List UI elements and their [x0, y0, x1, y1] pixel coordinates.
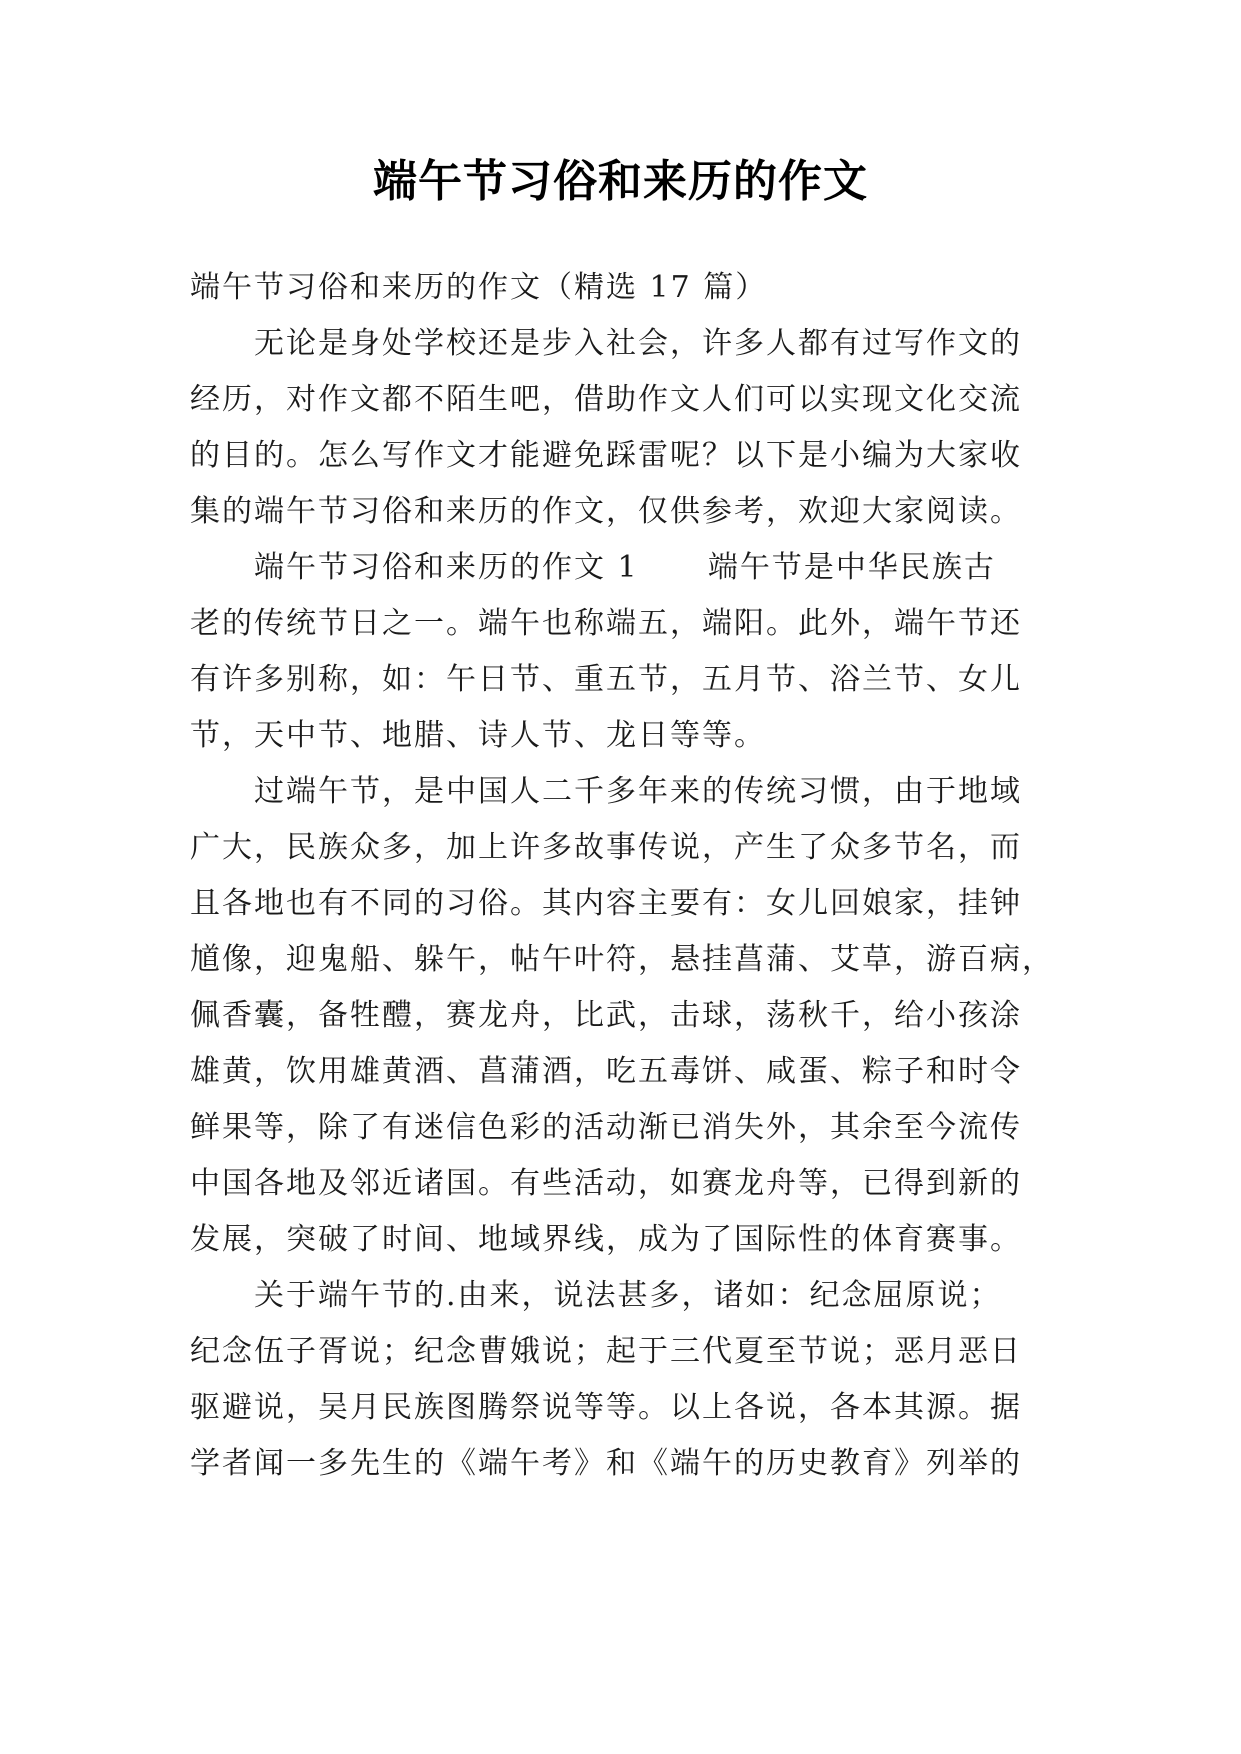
body-line: 过端午节，是中国人二千多年来的传统习惯，由于地域	[254, 774, 1022, 809]
body-line: 发展，突破了时间、地域界线，成为了国际性的体育赛事。	[190, 1222, 1022, 1257]
document-body	[190, 260, 1090, 1492]
body-line: 关于端午节的.由来，说法甚多，诸如：纪念屈原说；	[254, 1278, 1002, 1313]
body-line: 馗像，迎鬼船、躲午，帖午叶符，悬挂菖蒲、艾草，游百病，	[190, 942, 1054, 977]
body-line: 中国各地及邻近诸国。有些活动，如赛龙舟等，已得到新的	[190, 1166, 1022, 1201]
body-line: 纪念伍子胥说；纪念曹娥说；起于三代夏至节说；恶月恶日	[190, 1334, 1022, 1369]
body-line: 集的端午节习俗和来历的作文，仅供参考，欢迎大家阅读。	[190, 494, 1022, 529]
body-line: 节，天中节、地腊、诗人节、龙日等等。	[190, 718, 766, 753]
document-title: 端午节习俗和来历的作文	[373, 156, 868, 207]
body-line: 的目的。怎么写作文才能避免踩雷呢？以下是小编为大家收	[190, 438, 1022, 473]
body-line: 且各地也有不同的习俗。其内容主要有：女儿回娘家，挂钟	[190, 886, 1022, 921]
body-line: 广大，民族众多，加上许多故事传说，产生了众多节名，而	[190, 830, 1022, 865]
body-line: 老的传统节日之一。端午也称端五，端阳。此外，端午节还	[190, 606, 1022, 641]
body-line: 佩香囊，备牲醴，赛龙舟，比武，击球，荡秋千，给小孩涂	[190, 998, 1022, 1033]
body-line: 有许多别称，如：午日节、重五节，五月节、浴兰节、女儿	[190, 662, 1022, 697]
body-line: 雄黄，饮用雄黄酒、菖蒲酒，吃五毒饼、咸蛋、粽子和时令	[190, 1054, 1022, 1089]
body-line: 端午节习俗和来历的作文（精选 17 篇）	[190, 270, 768, 305]
body-line: 经历，对作文都不陌生吧，借助作文人们可以实现文化交流	[190, 382, 1022, 417]
body-line: 学者闻一多先生的《端午考》和《端午的历史教育》列举的	[190, 1446, 1022, 1481]
body-line: 鲜果等，除了有迷信色彩的活动渐已消失外，其余至今流传	[190, 1110, 1022, 1145]
body-line: 端午节习俗和来历的作文 1 端午节是中华民族古	[254, 550, 996, 585]
body-line: 无论是身处学校还是步入社会，许多人都有过写作文的	[254, 326, 1022, 361]
body-line: 驱避说，吴月民族图腾祭说等等。以上各说，各本其源。据	[190, 1390, 1022, 1425]
